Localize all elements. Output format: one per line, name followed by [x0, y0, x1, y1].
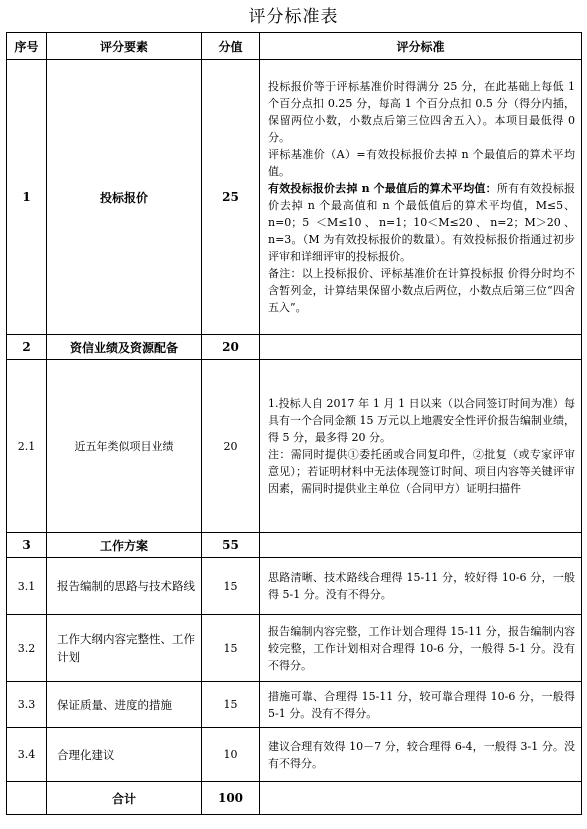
standard-text: 1.投标人自 2017 年 1 月 1 日以来（以合同签订时间为准）每具有一个合同金额 15 万元以上地震安全性评价报告编制业绩，得 5 分，最多得 20 分。: [268, 397, 575, 444]
row-item: 保证质量、进度的措施: [47, 682, 202, 728]
standard-text: 思路清晰、技术路线合理得 15-11 分，较好得 10-6 分，一般得 5-1 分。没有不得分。: [268, 571, 575, 601]
standard-bold-text: 有效投标报价去掉 n 个最值后的算术平均值：: [268, 182, 497, 195]
row-standard: [260, 615, 582, 682]
row-score: 15: [202, 615, 260, 682]
total-label: 合计: [47, 782, 202, 815]
table-row: [7, 682, 582, 728]
row-standard: [260, 533, 582, 558]
header-no: 序号: [7, 33, 47, 60]
row-standard: [260, 728, 582, 782]
total-no: [7, 782, 47, 815]
row-score: 25: [202, 60, 260, 335]
row-no: 2: [7, 335, 47, 360]
standard-text: 报告编制内容完整，工作计划合理得 15-11 分，报告编制内容较完整，工作计划相对合理得 10-6 分，一般得 5-1 分。没有不得分。: [268, 624, 575, 672]
table-title: 评分标准表: [248, 7, 339, 27]
table-row: [7, 60, 582, 335]
row-item: 近五年类似项目业绩: [47, 360, 202, 533]
row-item: 资信业绩及资源配备: [47, 335, 202, 360]
row-standard: [260, 335, 582, 360]
total-standard: [260, 782, 582, 815]
row-standard: [260, 360, 582, 533]
standard-text: 措施可靠、合理得 15-11 分，较可靠合理得 10-6 分，一般得 5-1 分。没有不得分。: [268, 689, 575, 720]
row-no: 1: [7, 60, 47, 335]
row-score: 55: [202, 533, 260, 558]
row-standard: [260, 682, 582, 728]
header-item: 评分要素: [47, 33, 202, 60]
row-score: 20: [202, 360, 260, 533]
table-row: [7, 360, 582, 533]
total-score: 100: [202, 782, 260, 815]
row-standard: [260, 558, 582, 615]
row-score: 15: [202, 682, 260, 728]
row-item: 合理化建议: [47, 728, 202, 782]
standard-text: 注：需同时提供①委托函或合同复印件，②批复（或专家评审意见）；若证明材料中无法体现签订时间、项目内容等关键评审因素，需同时提供业主单位（合同甲方）证明扫描件: [268, 448, 575, 495]
row-standard: [260, 60, 582, 335]
row-item: 投标报价: [47, 60, 202, 335]
row-no: 3.4: [7, 728, 47, 782]
total-row: [7, 782, 582, 815]
row-no: 3.3: [7, 682, 47, 728]
row-score: 15: [202, 558, 260, 615]
header-standard: 评分标准: [260, 33, 582, 60]
row-score: 10: [202, 728, 260, 782]
row-no: 3.1: [7, 558, 47, 615]
standard-text: [268, 180, 575, 265]
standard-text: 评标基准价（A）=有效投标报价去掉 n 个最值后的算术平均值。: [268, 148, 575, 178]
row-no: 3.2: [7, 615, 47, 682]
standard-text: 所有有效投标报价去掉 n 个最高值和 n 个最低值后的算术平均值，M≤5、n=0；5 ＜M≤10、n=1；10＜M≤20、n=2；M＞20、n=3。（M 为有效投标报价的数量）。有效投标报价指通过初步评审和详细评审的投标报价。: [268, 182, 575, 263]
table-row: [7, 728, 582, 782]
standard-text: 建议合理有效得 10－7 分，较合理得 6-4，一般得 3-1 分。没有不得分。: [268, 739, 575, 770]
row-item: 工作方案: [47, 533, 202, 558]
table-row: [7, 558, 582, 615]
table-row: [7, 335, 582, 360]
row-no: 2.1: [7, 360, 47, 533]
table-row: [7, 533, 582, 558]
row-no: 3: [7, 533, 47, 558]
header-row: [7, 33, 582, 60]
header-score: 分值: [202, 33, 260, 60]
standard-text: 投标报价等于评标基准价时得满分 25 分，在此基础上每低 1 个百分点扣 0.25 分，每高 1 个百分点扣 0.5 分（得分内插，保留两位小数，小数点后第三位四舍五入）。本项目最低得 0 分。: [268, 80, 575, 144]
row-item: 工作大纲内容完整性、工作计划: [47, 615, 202, 682]
table-row: [7, 615, 582, 682]
standard-text: 备注：以上投标报价、评标基准价在计算投标报 价得分时均不含暂列金，计算结果保留小数点后两位，小数点后第三位“四舍五入”。: [268, 267, 575, 314]
scoring-table: [6, 32, 582, 815]
row-item: 报告编制的思路与技术路线: [47, 558, 202, 615]
row-score: 20: [202, 335, 260, 360]
